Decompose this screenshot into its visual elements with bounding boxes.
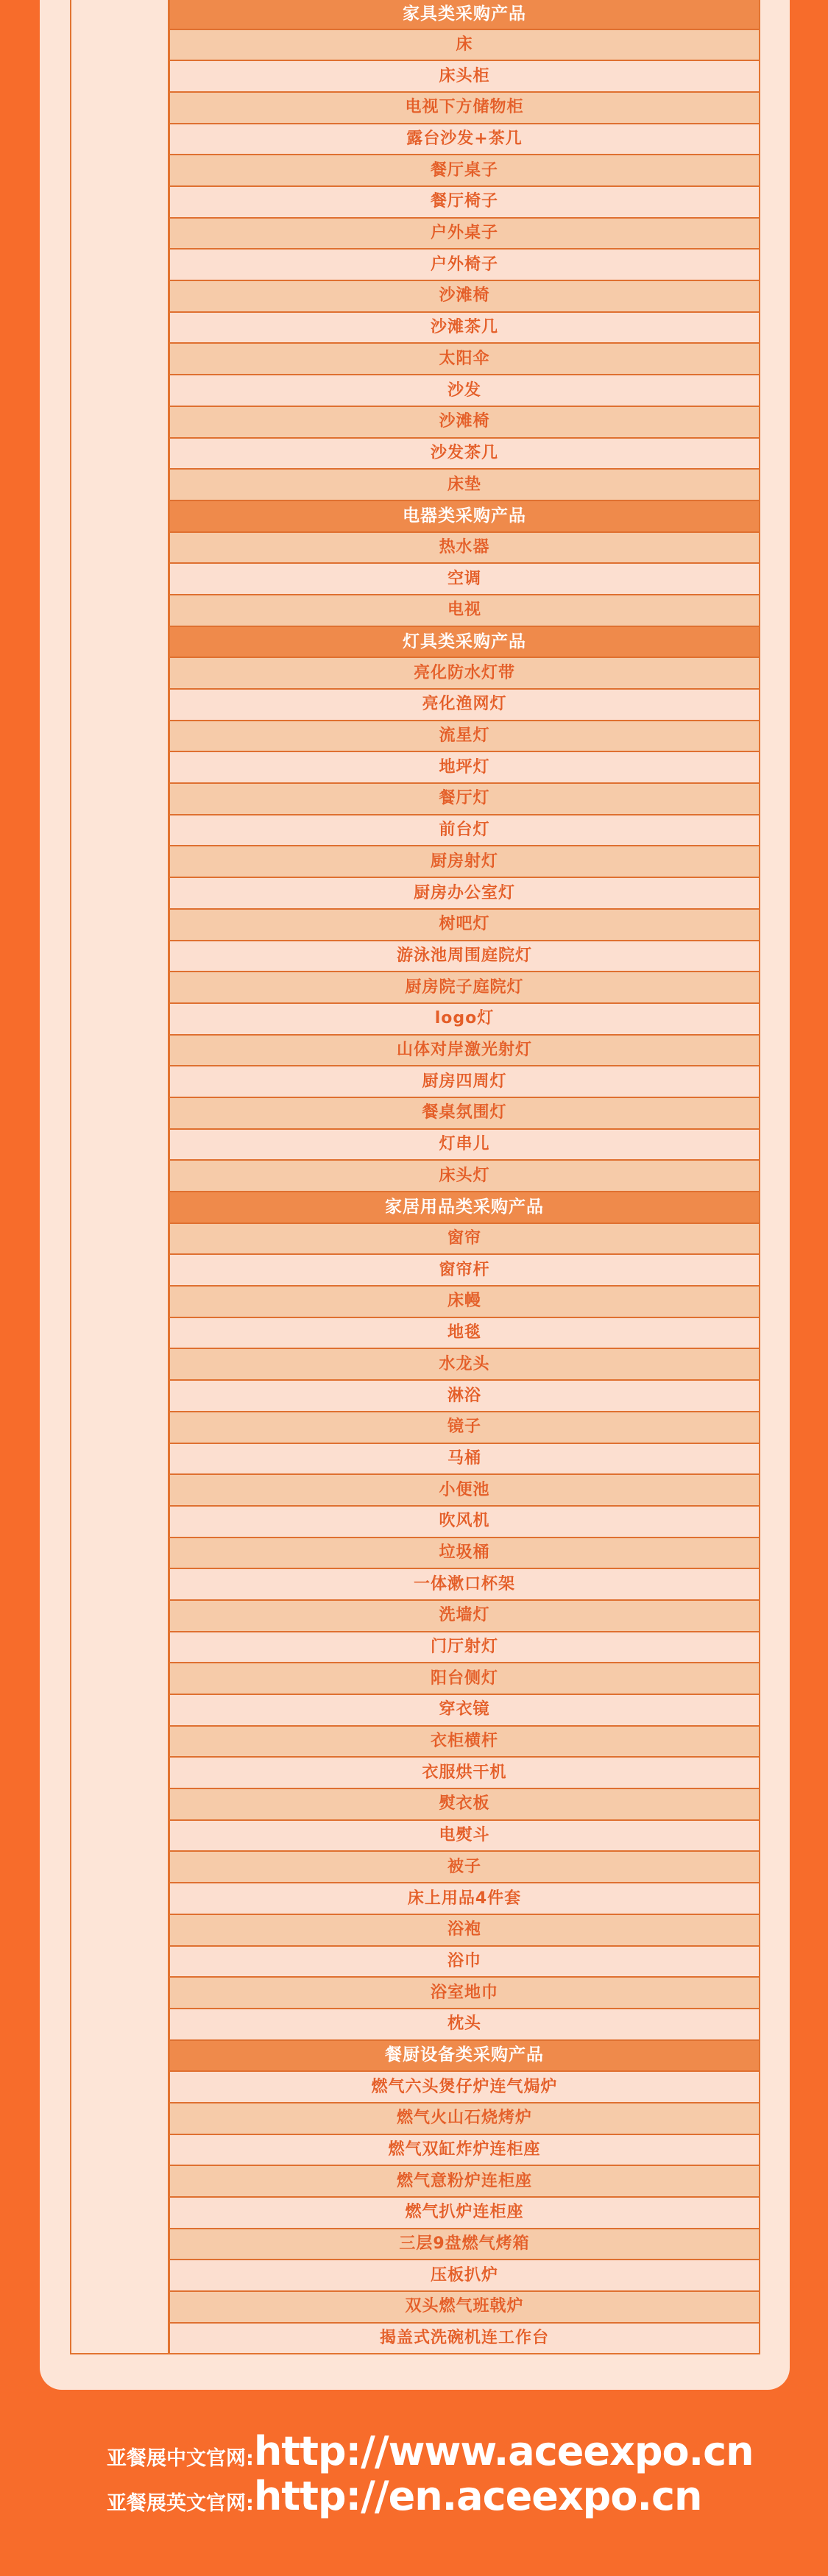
section-header-row: 家具类采购产品 [170, 0, 759, 30]
table-row: 厨房射灯 [170, 846, 759, 878]
table-row: 床头灯 [170, 1161, 759, 1192]
table-row: 窗帘 [170, 1224, 759, 1256]
table-row: 淋浴 [170, 1381, 759, 1412]
table-row: 床上用品4件套 [170, 1883, 759, 1915]
table-row: 热水器 [170, 533, 759, 565]
table-row: 床垫 [170, 470, 759, 501]
table-row: 枕头 [170, 2009, 759, 2041]
table-row: 垃圾桶 [170, 1538, 759, 1570]
table-row: 吹风机 [170, 1507, 759, 1538]
table-row: 阳台侧灯 [170, 1663, 759, 1695]
table-row: 树吧灯 [170, 910, 759, 941]
table-left-spacer-column [71, 0, 170, 2353]
table-row: 沙滩椅 [170, 407, 759, 439]
table-row: 燃气双缸炸炉连柜座 [170, 2135, 759, 2167]
table-row: 揭盖式洗碗机连工作台 [170, 2324, 759, 2354]
table-row: 餐厅椅子 [170, 187, 759, 219]
table-row: 空调 [170, 564, 759, 595]
table-row: 厨房院子庭院灯 [170, 972, 759, 1004]
section-header-row: 餐厨设备类采购产品 [170, 2041, 759, 2073]
english-site-url[interactable]: http://en.aceexpo.cn [253, 2473, 702, 2519]
table-row: 沙滩椅 [170, 281, 759, 313]
table-row: 熨衣板 [170, 1789, 759, 1821]
table-row: 马桶 [170, 1444, 759, 1476]
table-row: 亮化渔网灯 [170, 690, 759, 721]
table-row: 沙发茶几 [170, 439, 759, 470]
table-row: 电视 [170, 595, 759, 627]
table-row: 餐厅灯 [170, 784, 759, 815]
table-row: 镜子 [170, 1412, 759, 1444]
table-row: 餐桌氛围灯 [170, 1098, 759, 1130]
procurement-products-table [70, 0, 760, 2354]
table-row: 燃气六头煲仔炉连气焗炉 [170, 2072, 759, 2103]
table-row: 燃气扒炉连柜座 [170, 2198, 759, 2229]
english-site-label: 亚餐展英文官网: [107, 2492, 254, 2515]
table-row: 沙滩茶几 [170, 313, 759, 344]
table-row: 沙发 [170, 375, 759, 407]
table-row: 流星灯 [170, 721, 759, 753]
content-card [40, 0, 790, 2390]
table-row: 床头柜 [170, 61, 759, 93]
table-row: 游泳池周围庭院灯 [170, 941, 759, 973]
table-row: 小便池 [170, 1475, 759, 1507]
table-row: 餐厅桌子 [170, 155, 759, 187]
table-row: 户外椅子 [170, 250, 759, 281]
table-row: 水龙头 [170, 1349, 759, 1381]
table-row: 前台灯 [170, 815, 759, 847]
table-row: 电熨斗 [170, 1821, 759, 1853]
table-row: 双头燃气班戟炉 [170, 2292, 759, 2324]
chinese-site-url[interactable]: http://www.aceexpo.cn [253, 2428, 754, 2474]
table-row: 地坪灯 [170, 752, 759, 784]
table-row: 被子 [170, 1852, 759, 1883]
table-row: 衣柜横杆 [170, 1727, 759, 1758]
table-row: 洗墙灯 [170, 1601, 759, 1632]
table-row: 浴室地巾 [170, 1978, 759, 2009]
table-row: 衣服烘干机 [170, 1758, 759, 1789]
table-row: 露台沙发+茶几 [170, 124, 759, 156]
table-row: logo灯 [170, 1004, 759, 1036]
table-row: 厨房办公室灯 [170, 878, 759, 910]
table-row: 浴巾 [170, 1947, 759, 1978]
table-row: 窗帘杆 [170, 1255, 759, 1287]
table-row: 浴袍 [170, 1915, 759, 1947]
table-row: 亮化防水灯带 [170, 658, 759, 690]
table-row: 山体对岸激光射灯 [170, 1036, 759, 1067]
table-row: 三层9盘燃气烤箱 [170, 2229, 759, 2261]
table-row: 床 [170, 30, 759, 62]
table-row: 穿衣镜 [170, 1695, 759, 1727]
table-row: 燃气火山石烧烤炉 [170, 2103, 759, 2135]
table-row: 燃气意粉炉连柜座 [170, 2166, 759, 2198]
table-row: 压板扒炉 [170, 2260, 759, 2292]
section-header-row: 家居用品类采购产品 [170, 1192, 759, 1224]
footer-line-english-site [107, 2473, 754, 2518]
footer [0, 2390, 828, 2576]
table-row: 户外桌子 [170, 219, 759, 250]
table-rows-column [170, 0, 759, 2353]
table-row: 太阳伞 [170, 344, 759, 375]
chinese-site-label: 亚餐展中文官网: [107, 2447, 254, 2470]
table-row: 门厅射灯 [170, 1632, 759, 1664]
table-row: 床幔 [170, 1287, 759, 1318]
footer-links-block [107, 2428, 754, 2518]
table-row: 厨房四周灯 [170, 1066, 759, 1098]
table-row: 灯串儿 [170, 1130, 759, 1161]
table-row: 地毯 [170, 1318, 759, 1350]
table-row: 电视下方储物柜 [170, 93, 759, 124]
table-row: 一体漱口杯架 [170, 1569, 759, 1601]
section-header-row: 电器类采购产品 [170, 501, 759, 533]
section-header-row: 灯具类采购产品 [170, 627, 759, 659]
footer-line-chinese-site [107, 2428, 754, 2473]
